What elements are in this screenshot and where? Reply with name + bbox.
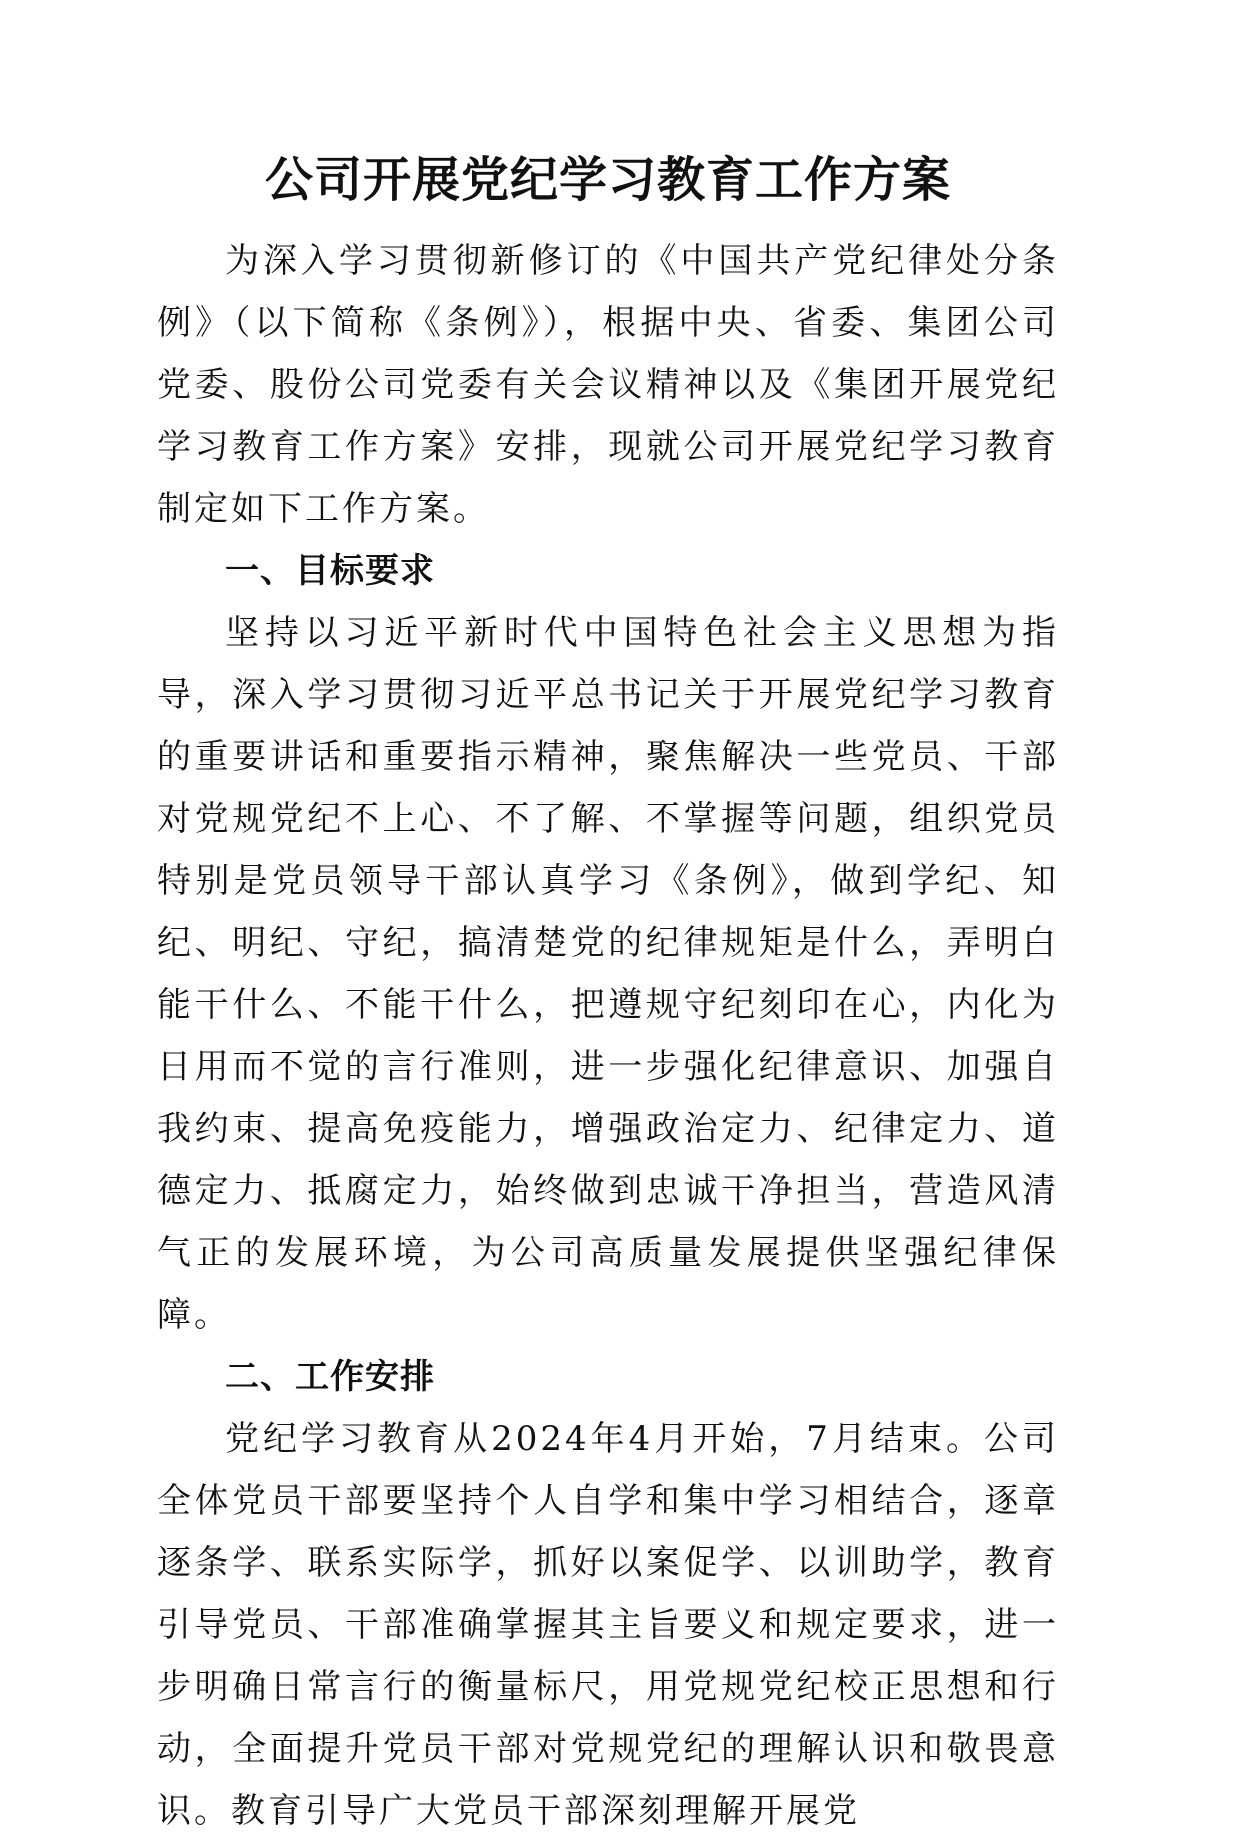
section-body-goals: 坚持以习近平新时代中国特色社会主义思想为指导，深入学习贯彻习近平总书记关于开展党纪学习教育的重要讲话和重要指示精神，聚焦解决一些党员、干部对党规党纪不上心、不了解、不掌握等问题，组织党员特别是党员领导干部认真学习《条例》，做到学纪、知纪、明纪、守纪，搞清楚党的纪律规矩是什么，弄明白能干什么、不能干什么，把遵规守纪刻印在心，内化为日用而不觉的言行准则，进一步强化纪律意识、加强自我约束、提高免疫能力，增强政治定力、纪律定力、道德定力、抵腐定力，始终做到忠诚干净担当，营造风清气正的发展环境，为公司高质量发展提供坚强纪律保障。 [157, 613, 1059, 1335]
document-page [157, 150, 1059, 1842]
section-heading-goals: 一、目标要求 [225, 551, 435, 591]
section-heading-arrangement: 二、工作安排 [225, 1357, 435, 1397]
document-title: 公司开展党纪学习教育工作方案 [264, 152, 951, 208]
intro-paragraph: 为深入学习贯彻新修订的《中国共产党纪律处分条例》（以下简称《条例》），根据中央、省委、集团公司党委、股份公司党委有关会议精神以及《集团开展党纪学习教育工作方案》安排，现就公司开展党纪学习教育制定如下工作方案。 [157, 241, 1059, 529]
section-body-arrangement: 党纪学习教育从2024年4月开始，7月结束。公司全体党员干部要坚持个人自学和集中学习相结合，逐章逐条学、联系实际学，抓好以案促学、以训助学，教育引导党员、干部准确掌握其主旨要义和规定要求，进一步明确日常言行的衡量标尺，用党规党纪校正思想和行动，全面提升党员干部对党规党纪的理解认识和敬畏意识。教育引导广大党员干部深刻理解开展党 [157, 1419, 1059, 1831]
